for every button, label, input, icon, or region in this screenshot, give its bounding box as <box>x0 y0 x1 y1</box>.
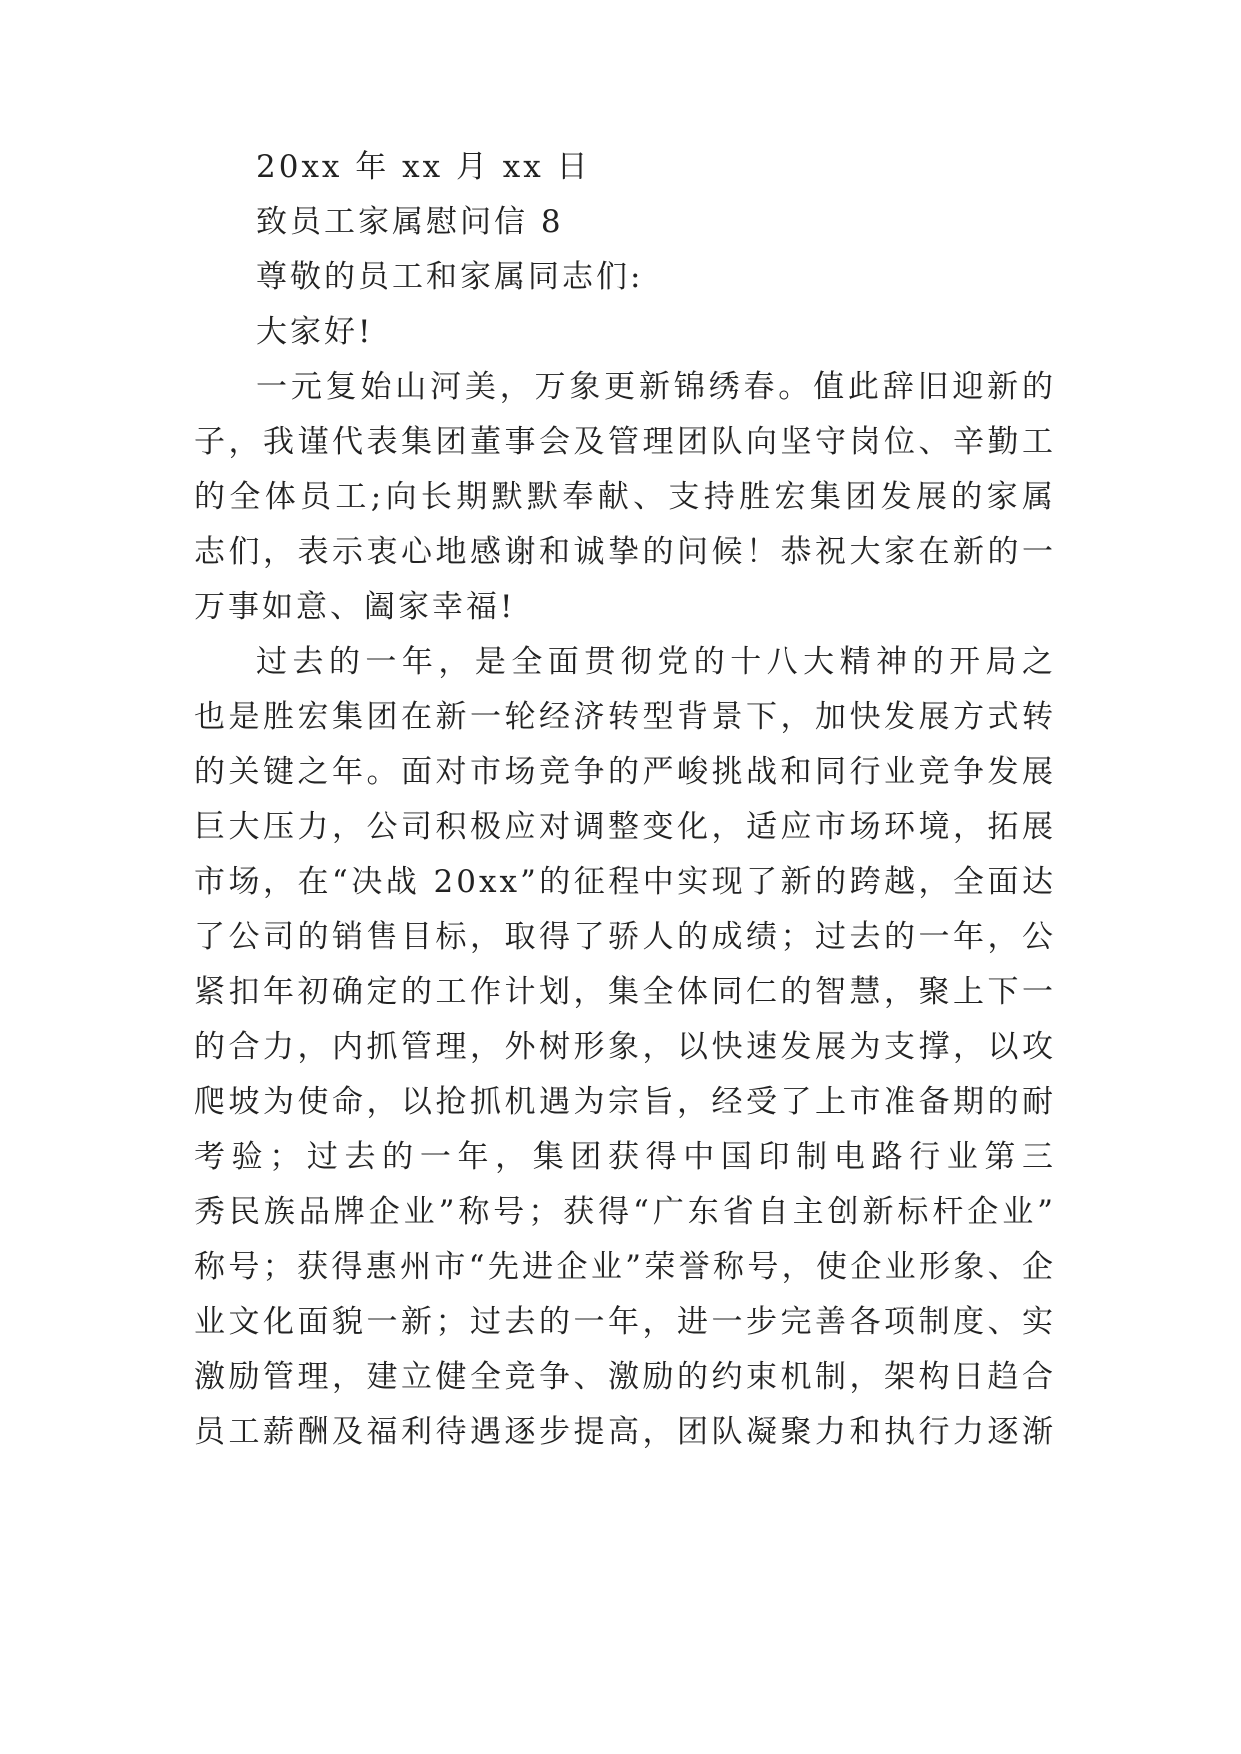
paragraph-2-line-10: 考验；过去的一年，集团获得中国印制电路行业第三 <box>194 1139 1056 1175</box>
salutation: 尊敬的员工和家属同志们: <box>256 259 644 295</box>
paragraph-2-line-4: 巨大压力，公司积极应对调整变化，适应市场环境，拓展 <box>194 809 1056 845</box>
paragraph-2-line-13: 业文化面貌一新；过去的一年，进一步完善各项制度、实 <box>194 1304 1056 1340</box>
paragraph-2-line-8: 的合力，内抓管理，外树形象，以快速发展为支撑，以攻 <box>194 1029 1056 1065</box>
date-line: 20xx 年 xx 月 xx 日 <box>256 149 591 185</box>
paragraph-1-line-5: 万事如意、阖家幸福! <box>194 589 516 625</box>
letter-title: 致员工家属慰问信 8 <box>256 204 564 240</box>
paragraph-1-line-4: 志们，表示衷心地感谢和诚挚的问候！恭祝大家在新的一 <box>194 534 1056 570</box>
paragraph-1-line-1: 一元复始山河美，万象更新锦绣春。值此辞旧迎新的 <box>256 369 1056 405</box>
paragraph-2-line-15: 员工薪酬及福利待遇逐步提高，团队凝聚力和执行力逐渐 <box>194 1414 1056 1450</box>
paragraph-1-line-3: 的全体员工;向长期默默奉献、支持胜宏集团发展的家属 <box>194 479 1056 515</box>
paragraph-2-line-6: 了公司的销售目标，取得了骄人的成绩；过去的一年，公 <box>194 919 1056 955</box>
paragraph-2-line-3: 的关键之年。面对市场竞争的严峻挑战和同行业竞争发展 <box>194 754 1056 790</box>
paragraph-2-line-12: 称号；获得惠州市“先进企业”荣誉称号，使企业形象、企 <box>194 1249 1056 1285</box>
paragraph-2-line-7: 紧扣年初确定的工作计划，集全体同仁的智慧，聚上下一 <box>194 974 1056 1010</box>
paragraph-2-line-5: 市场，在“决战 20xx”的征程中实现了新的跨越，全面达 <box>194 864 1056 900</box>
greeting: 大家好! <box>256 314 374 350</box>
paragraph-2-line-9: 爬坡为使命，以抢抓机遇为宗旨，经受了上市准备期的耐 <box>194 1084 1056 1120</box>
paragraph-2-line-1: 过去的一年，是全面贯彻党的十八大精神的开局之 <box>256 644 1056 680</box>
paragraph-1-line-2: 子，我谨代表集团董事会及管理团队向坚守岗位、辛勤工 <box>194 424 1056 460</box>
paragraph-2-line-11: 秀民族品牌企业”称号；获得“广东省自主创新标杆企业” <box>194 1194 1056 1230</box>
paragraph-2-line-2: 也是胜宏集团在新一轮经济转型背景下，加快发展方式转 <box>194 699 1056 735</box>
paragraph-2-line-14: 激励管理，建立健全竞争、激励的约束机制，架构日趋合 <box>194 1359 1056 1395</box>
